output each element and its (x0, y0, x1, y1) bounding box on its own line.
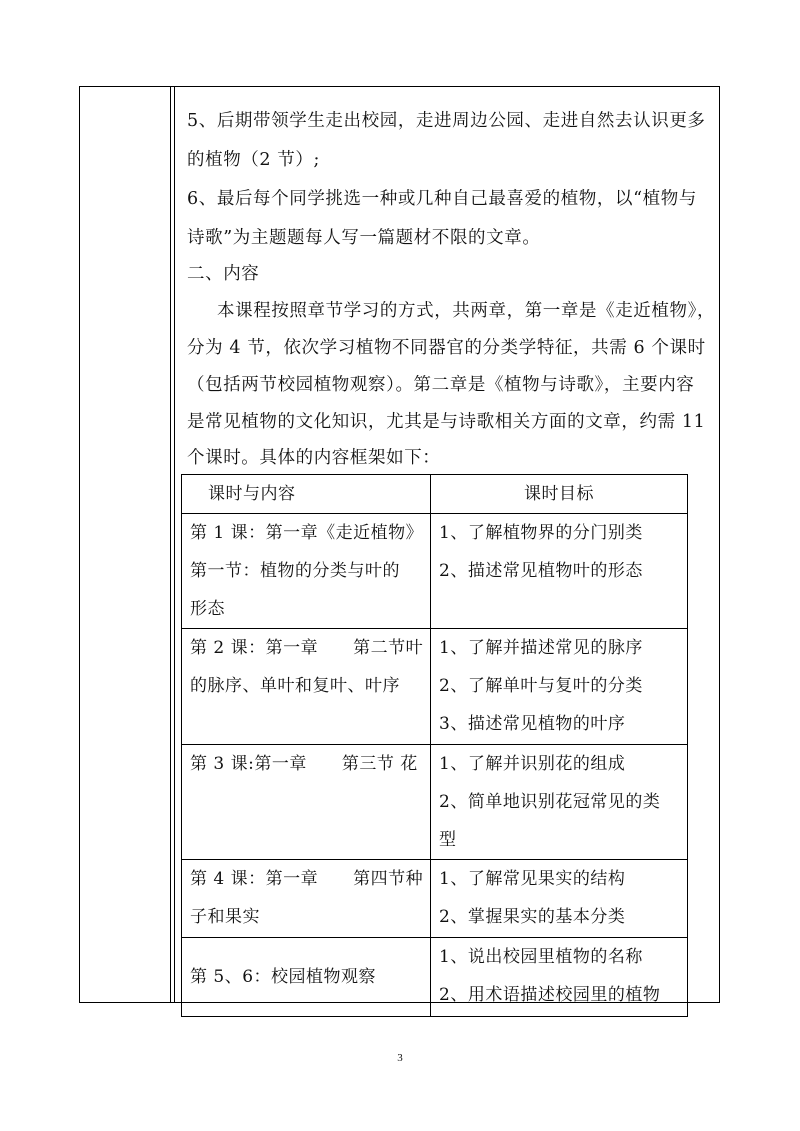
table-row (182, 514, 688, 629)
content-cell (182, 629, 431, 745)
goals-cell (431, 860, 688, 938)
content-line: 第 2 课：第一章 第二节叶 (190, 638, 424, 658)
content-cell (182, 860, 431, 938)
page-number: 3 (397, 1052, 403, 1064)
goal-line: 2、掌握果实的基本分类 (439, 907, 626, 927)
table-header-row (182, 475, 688, 514)
table-row (182, 745, 688, 860)
intro-line: 本课程按照章节学习的方式，共两章，第一章是《走近植物》， (217, 301, 716, 321)
goal-line: 2、简单地识别花冠常见的类 (439, 792, 661, 812)
goal-line: 1、了解并描述常见的脉序 (439, 638, 643, 658)
goal-line: 2、用术语描述校园里的植物 (439, 985, 661, 1005)
header-content: 课时与内容 (182, 475, 431, 514)
goal-line: 1、了解并识别花的组成 (439, 754, 626, 774)
goal-line: 3、描述常见植物的叶序 (439, 714, 626, 734)
content-cell (182, 938, 431, 1017)
content-line: 第 4 课：第一章 第四节种 (190, 869, 424, 889)
intro-line: 分为 4 节，依次学习植物不同器官的分类学特征，共需 6 个课时 (187, 338, 706, 358)
column-divider (170, 86, 171, 1003)
content-line: 第 3 课:第一章 第三节 花 (190, 754, 418, 774)
goal-line: 2、了解单叶与复叶的分类 (439, 676, 643, 696)
section-heading: 二、内容 (187, 264, 260, 284)
table-row (182, 629, 688, 745)
paragraph-line: 5、后期带领学生走出校园，走进周边公园、走进自然去认识更多 (187, 111, 706, 131)
paragraph-line: 6、最后每个同学挑选一种或几种自己最喜爱的植物，以“植物与 (187, 189, 697, 209)
table-row (182, 938, 688, 1017)
goals-cell (431, 514, 688, 629)
content-line: 第一节：植物的分类与叶的 (190, 561, 400, 581)
intro-line: 是常见植物的文化知识，尤其是与诗歌相关方面的文章，约需 11 (187, 412, 706, 432)
paragraph-line: 的植物（2 节）; (187, 150, 320, 170)
intro-line: （包括两节校园植物观察）。第二章是《植物与诗歌》，主要内容 (187, 375, 695, 395)
goal-line: 型 (439, 830, 457, 850)
goal-line: 1、了解常见果实的结构 (439, 869, 626, 889)
header-goals: 课时目标 (431, 475, 688, 514)
goals-cell (431, 745, 688, 860)
goal-line: 1、了解植物界的分门别类 (439, 523, 643, 543)
goals-cell (431, 938, 688, 1017)
paragraph-line: 诗歌”为主题题每人写一篇题材不限的文章。 (187, 228, 541, 248)
goals-cell (431, 629, 688, 745)
content-line: 第 5、6：校园植物观察 (190, 967, 377, 987)
goal-line: 1、说出校园里植物的名称 (439, 947, 643, 967)
table-row (182, 860, 688, 938)
content-cell (182, 514, 431, 629)
content-line: 的脉序、单叶和复叶、叶序 (190, 676, 400, 696)
intro-line: 个课时。具体的内容框架如下： (187, 448, 441, 468)
course-table (181, 474, 688, 1017)
content-line: 子和果实 (190, 907, 260, 927)
content-cell (182, 745, 431, 860)
column-divider-double (174, 86, 175, 1003)
content-line: 第 1 课：第一章《走近植物》 (190, 523, 424, 543)
goal-line: 2、描述常见植物叶的形态 (439, 561, 643, 581)
content-line: 形态 (190, 599, 225, 619)
